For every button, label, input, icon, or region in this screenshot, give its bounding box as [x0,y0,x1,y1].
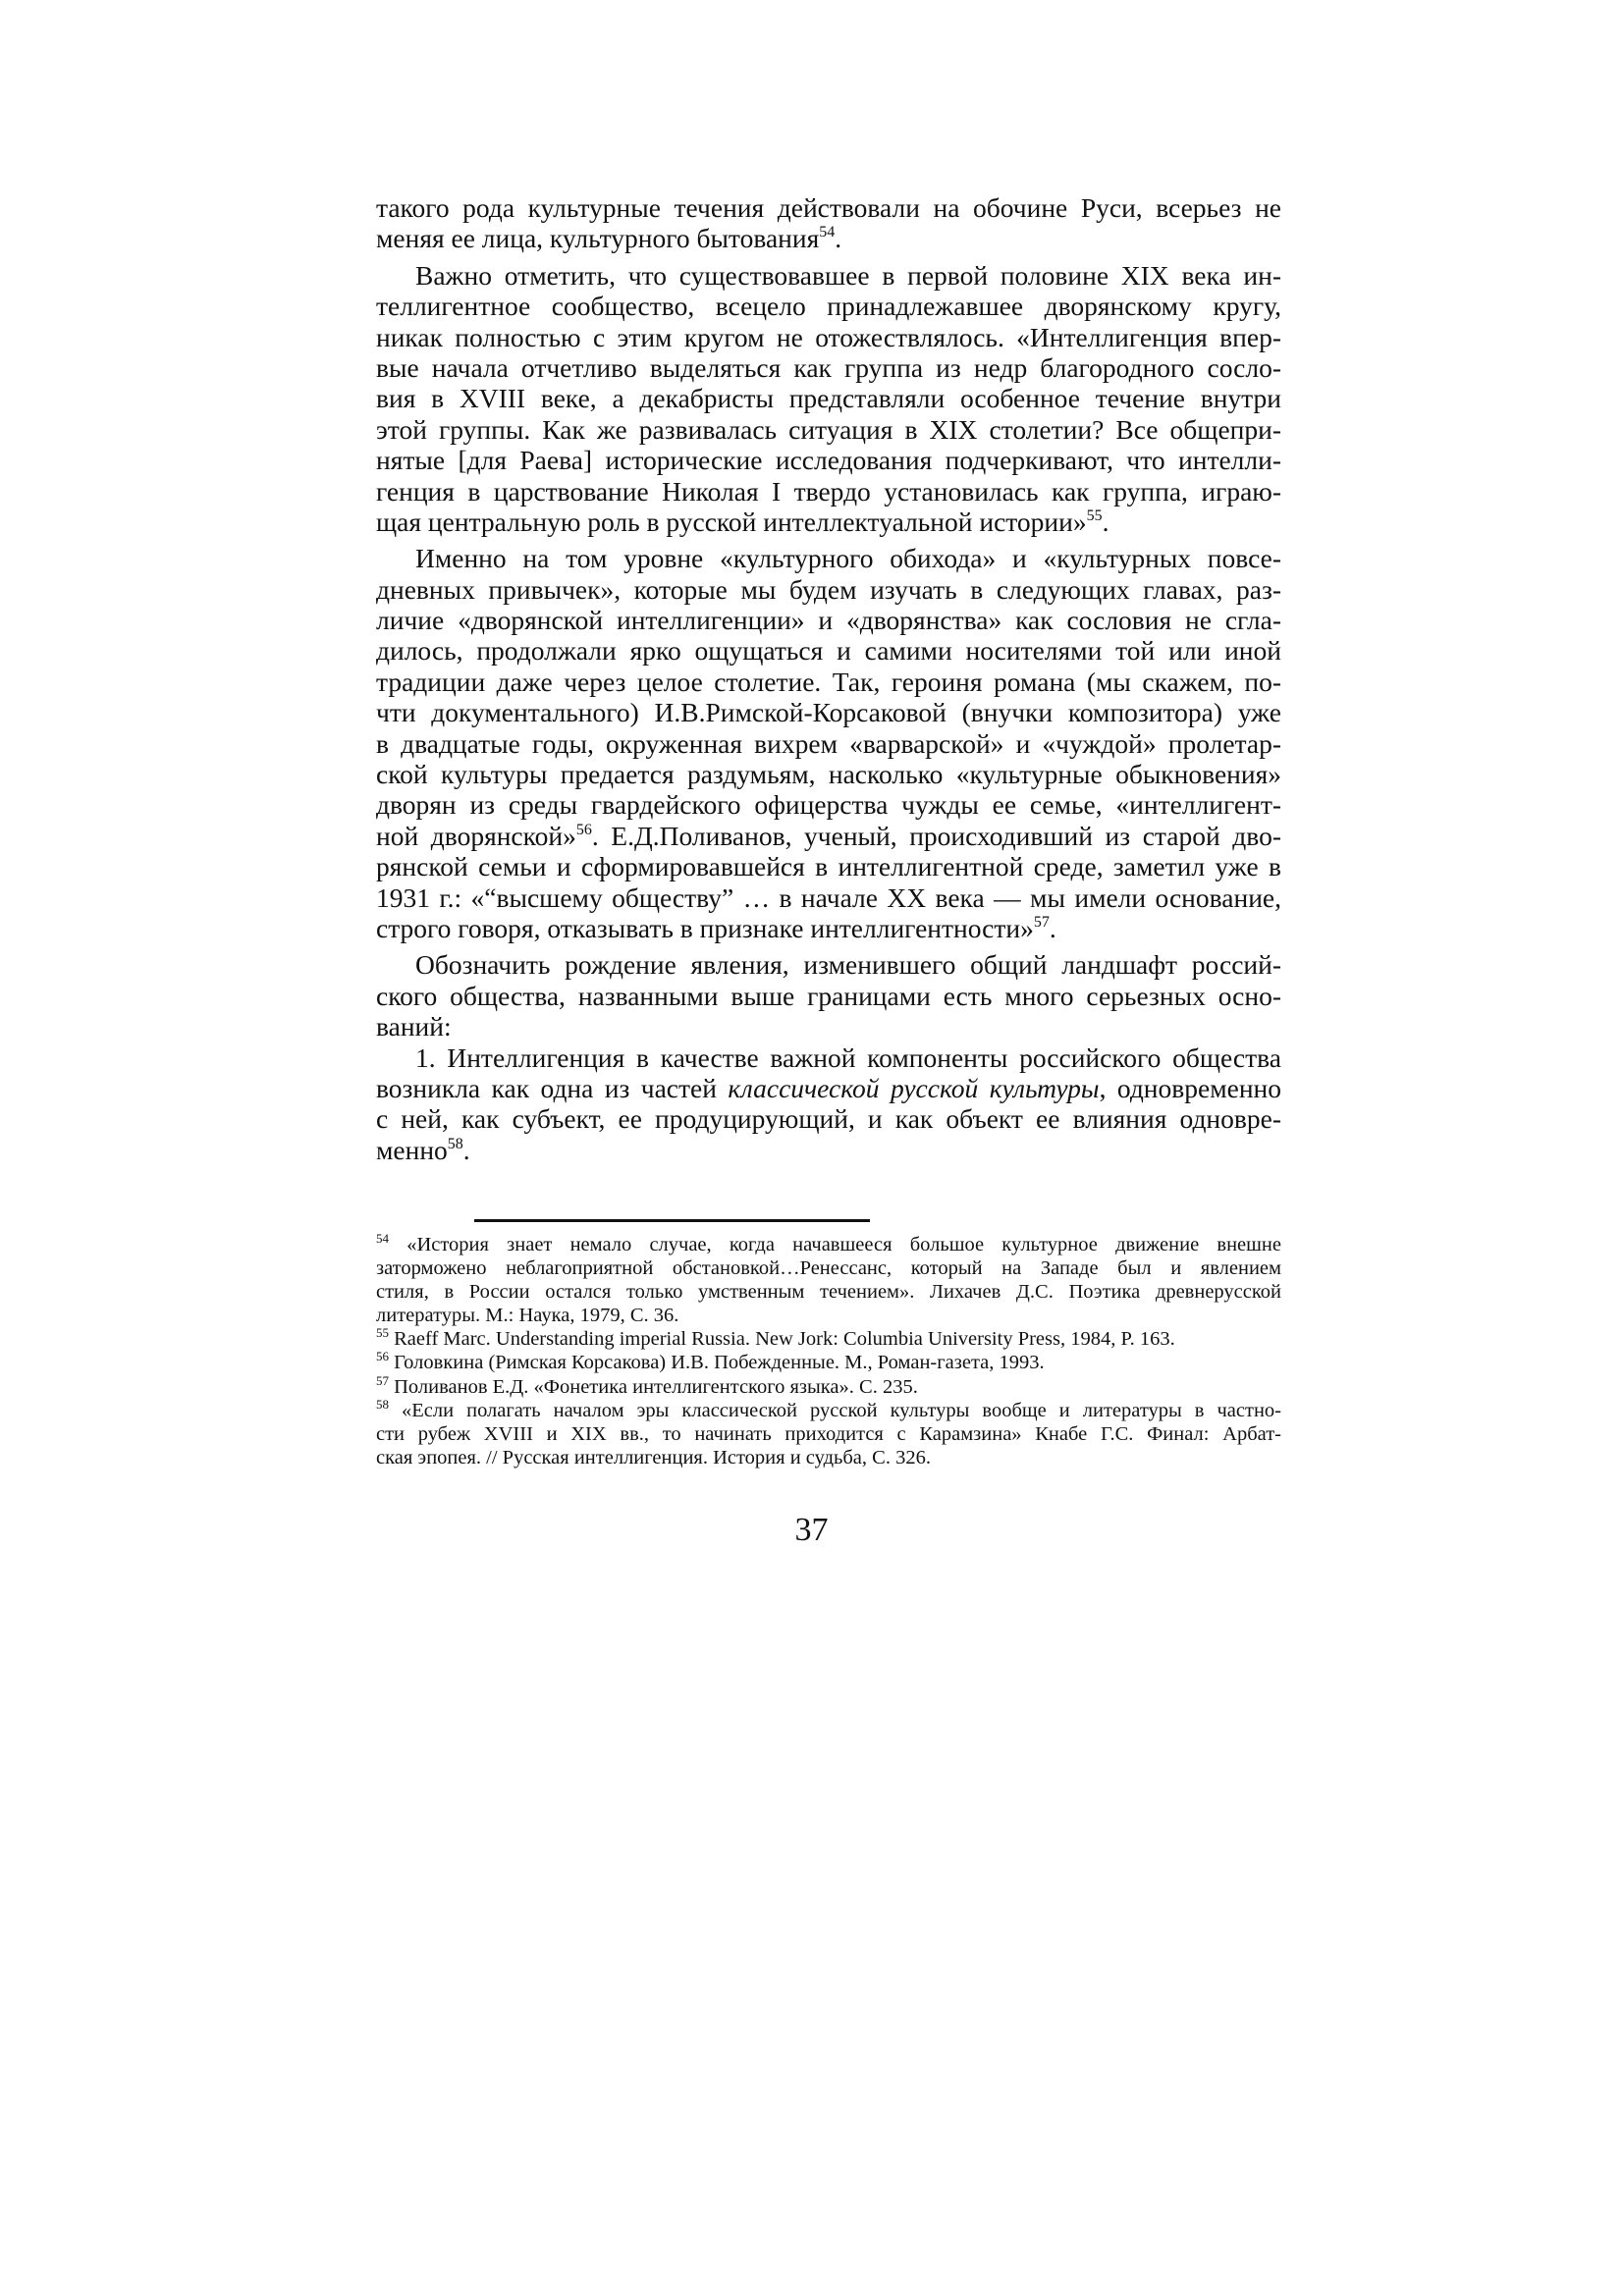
text-line: строго говоря, отказывать в признаке интеллигентности»$^{57}$. [376,912,1056,943]
text-line: традиции даже через целое столетие. Так, героиня романа (мы скажем, по- [376,666,1281,697]
text-line: чти документального) И.В.Римской-Корсаковой (внучки композитора) уже [376,697,1281,728]
footnote-line: $^{56}$ Головкина (Римская Корсакова) И.В. Побежденные. М., Роман-газета, 1993. [376,1349,1045,1374]
text-line: ной дворянской»$^{56}$. Е.Д.Поливанов, ученый, происходивший из старой дво- [376,820,1281,851]
footnote-ref[interactable]: 57 [1033,913,1050,931]
footnote-line: ская эпопея. // Русская интеллигенция. История и судьба, С. 326. [376,1446,931,1468]
footnote-ref[interactable]: 56 [575,821,592,838]
main-text [376,192,1281,1165]
text-line: меняя ее лица, культурного бытования$^{54}$. [376,223,842,254]
text-line: Обозначить рождение явления, изменившего общий ландшафт россий- [415,949,1281,981]
footnote-line: стиля, в России остался только умственным течением». Лихачев Д.С. Поэтика древнерусской [376,1281,1281,1304]
text-line: Важно отметить, что существовавшее в первой половине XIX века ин- [415,259,1281,291]
text-line: нятые [для Раева] исторические исследования подчеркивают, что интелли- [376,445,1281,476]
text-line: вия в XVIII веке, а декабристы представляли особенное течение внутри [376,383,1281,414]
paragraph-1 [376,192,1281,254]
footnote-line: заторможено неблагоприятной обстановкой…Ренессанс, который на Западе был и явлением [376,1257,1281,1280]
footnote-number: 58 [376,1396,389,1412]
footnote-57 [376,1372,1281,1399]
text-line: рянской семьи и сформировавшейся в интеллигентной среде, заметил уже в [376,851,1281,882]
footnote-number: 57 [376,1372,389,1388]
text-line: такого рода культурные течения действовали на обочине Руси, всерьез не [376,192,1281,223]
text-line: 1931 г.: «“высшему обществу” … в начале XX века — мы имели основание, [376,881,1281,913]
footnote-line: $^{55}$ Raeff Marc. Understanding imperial Russia. New Jork: Columbia University Press, 1984, P. 163. [376,1325,1175,1351]
paragraph-4 [376,949,1281,1041]
italic-term: классической русской культуры [728,1072,1100,1103]
text-line: генция в царствование Николая I твердо установилась как группа, играю- [376,475,1281,507]
paragraph-2 [376,260,1281,538]
paragraph-3 [376,543,1281,943]
page-number: 37 [794,1512,829,1548]
footnote-line: сти рубеж XVIII и XIX вв., то начинать приходится с Карамзина» Кнабе Г.С. Финал: Арбат- [376,1422,1281,1445]
footnote-ref[interactable]: 54 [819,224,836,241]
text-line: 1. Интеллигенция в качестве важной компоненты российского общества [415,1041,1281,1073]
footnote-ref[interactable]: 58 [447,1135,463,1152]
text-line: с ней, как субъект, ее продуцирующий, и как объект ее влияния одновре- [376,1103,1281,1135]
footnote-line: литературы. М.: Наука, 1979, С. 36. [376,1305,679,1327]
text-line: теллигентное сообщество, всецело принадлежавшее дворянскому кругу, [376,291,1281,322]
footnote-number: 56 [376,1349,389,1364]
text-line: ской культуры предается раздумьям, насколько «культурные обыкновения» [376,759,1281,790]
footnote-line: $^{57}$ Поливанов Е.Д. «Фонетика интеллигентского языка». С. 235. [376,1372,918,1398]
text-line: вые начала отчетливо выделяться как группа из недр благородного сосло- [376,351,1281,383]
footnote-number: 54 [376,1231,389,1246]
footnote-line: $^{58}$ «Если полагать началом эры классической русской культуры вообще и литературы в частно- [376,1396,1281,1421]
text-line: этой группы. Как же развивалась ситуация в XIX столетии? Все общепри- [376,413,1281,445]
text-line: никак полностью с этим кругом не отожествлялось. «Интеллигенция впер- [376,321,1281,352]
text-line: дворян из среды гвардейского офицерства чужды ее семье, «интеллигент- [376,789,1281,821]
text-line: дневных привычек», которые мы будем изучать в следующих главах, раз- [376,573,1281,605]
text-line: ваний: [376,1011,452,1042]
footnotes [376,1233,1281,1469]
text-line: в двадцатые годы, окруженная вихрем «варварской» и «чуждой» пролетар- [376,727,1281,759]
footnote-58 [376,1396,1281,1469]
footnote-55 [376,1327,1281,1351]
footnote-number: 55 [376,1325,389,1341]
text-line: дилось, продолжали ярко ощущаться и самими носителями той или иной [376,635,1281,667]
footnote-56 [376,1351,1281,1374]
text-line: ского общества, названными выше границами есть много серьезных осно- [376,980,1281,1011]
footnote-separator [474,1219,870,1222]
text-line: Именно на том уровне «культурного обихода» и «культурных повсе- [415,543,1281,574]
text-line: личие «дворянской интеллигенции» и «дворянства» как сословия не сгла- [376,605,1281,636]
text-line: менно$^{58}$. [376,1134,470,1165]
footnote-54 [376,1233,1281,1327]
text-line: щая центральную роль в русской интеллектуальной истории»$^{55}$. [376,506,1109,537]
text-line: возникла как одна из частей классической русской культуры, одновременно [376,1072,1282,1103]
paragraph-5 [376,1042,1281,1166]
footnote-ref[interactable]: 55 [1086,507,1103,524]
footnote-line: $^{54}$ «История знает немало случае, когда начавшееся большое культурное движение внешне [376,1231,1281,1255]
